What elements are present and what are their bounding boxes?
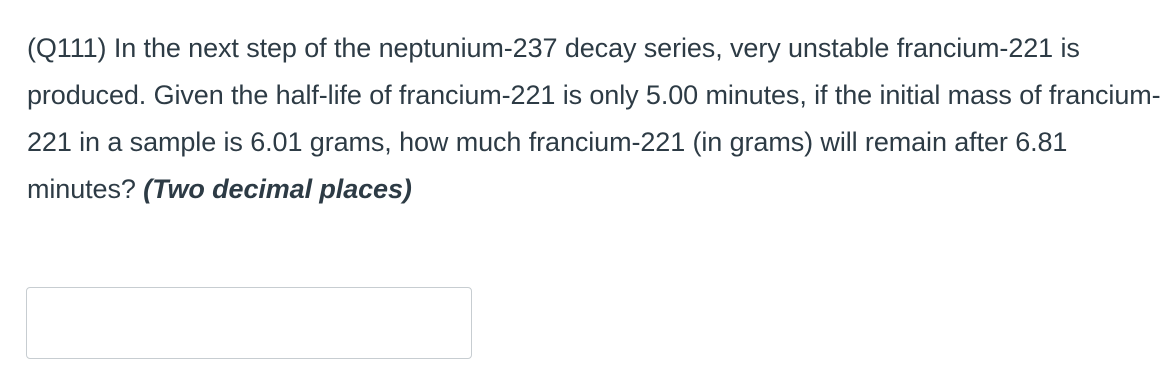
precision-instruction: (Two decimal places) [143, 174, 412, 204]
question-body: (Q111) In the next step of the neptunium-237 decay series, very unstable francium-221 is produced. Given the half-life of francium-221 is only 5.00 minutes, if the initial mass of francium-221 in a sample is 6.01 grams, how much francium-221 (in grams) will remain after 6.81 minutes? [27, 33, 1161, 204]
question-text [27, 25, 1162, 213]
question-block [27, 25, 1162, 213]
answer-input[interactable] [26, 287, 472, 359]
